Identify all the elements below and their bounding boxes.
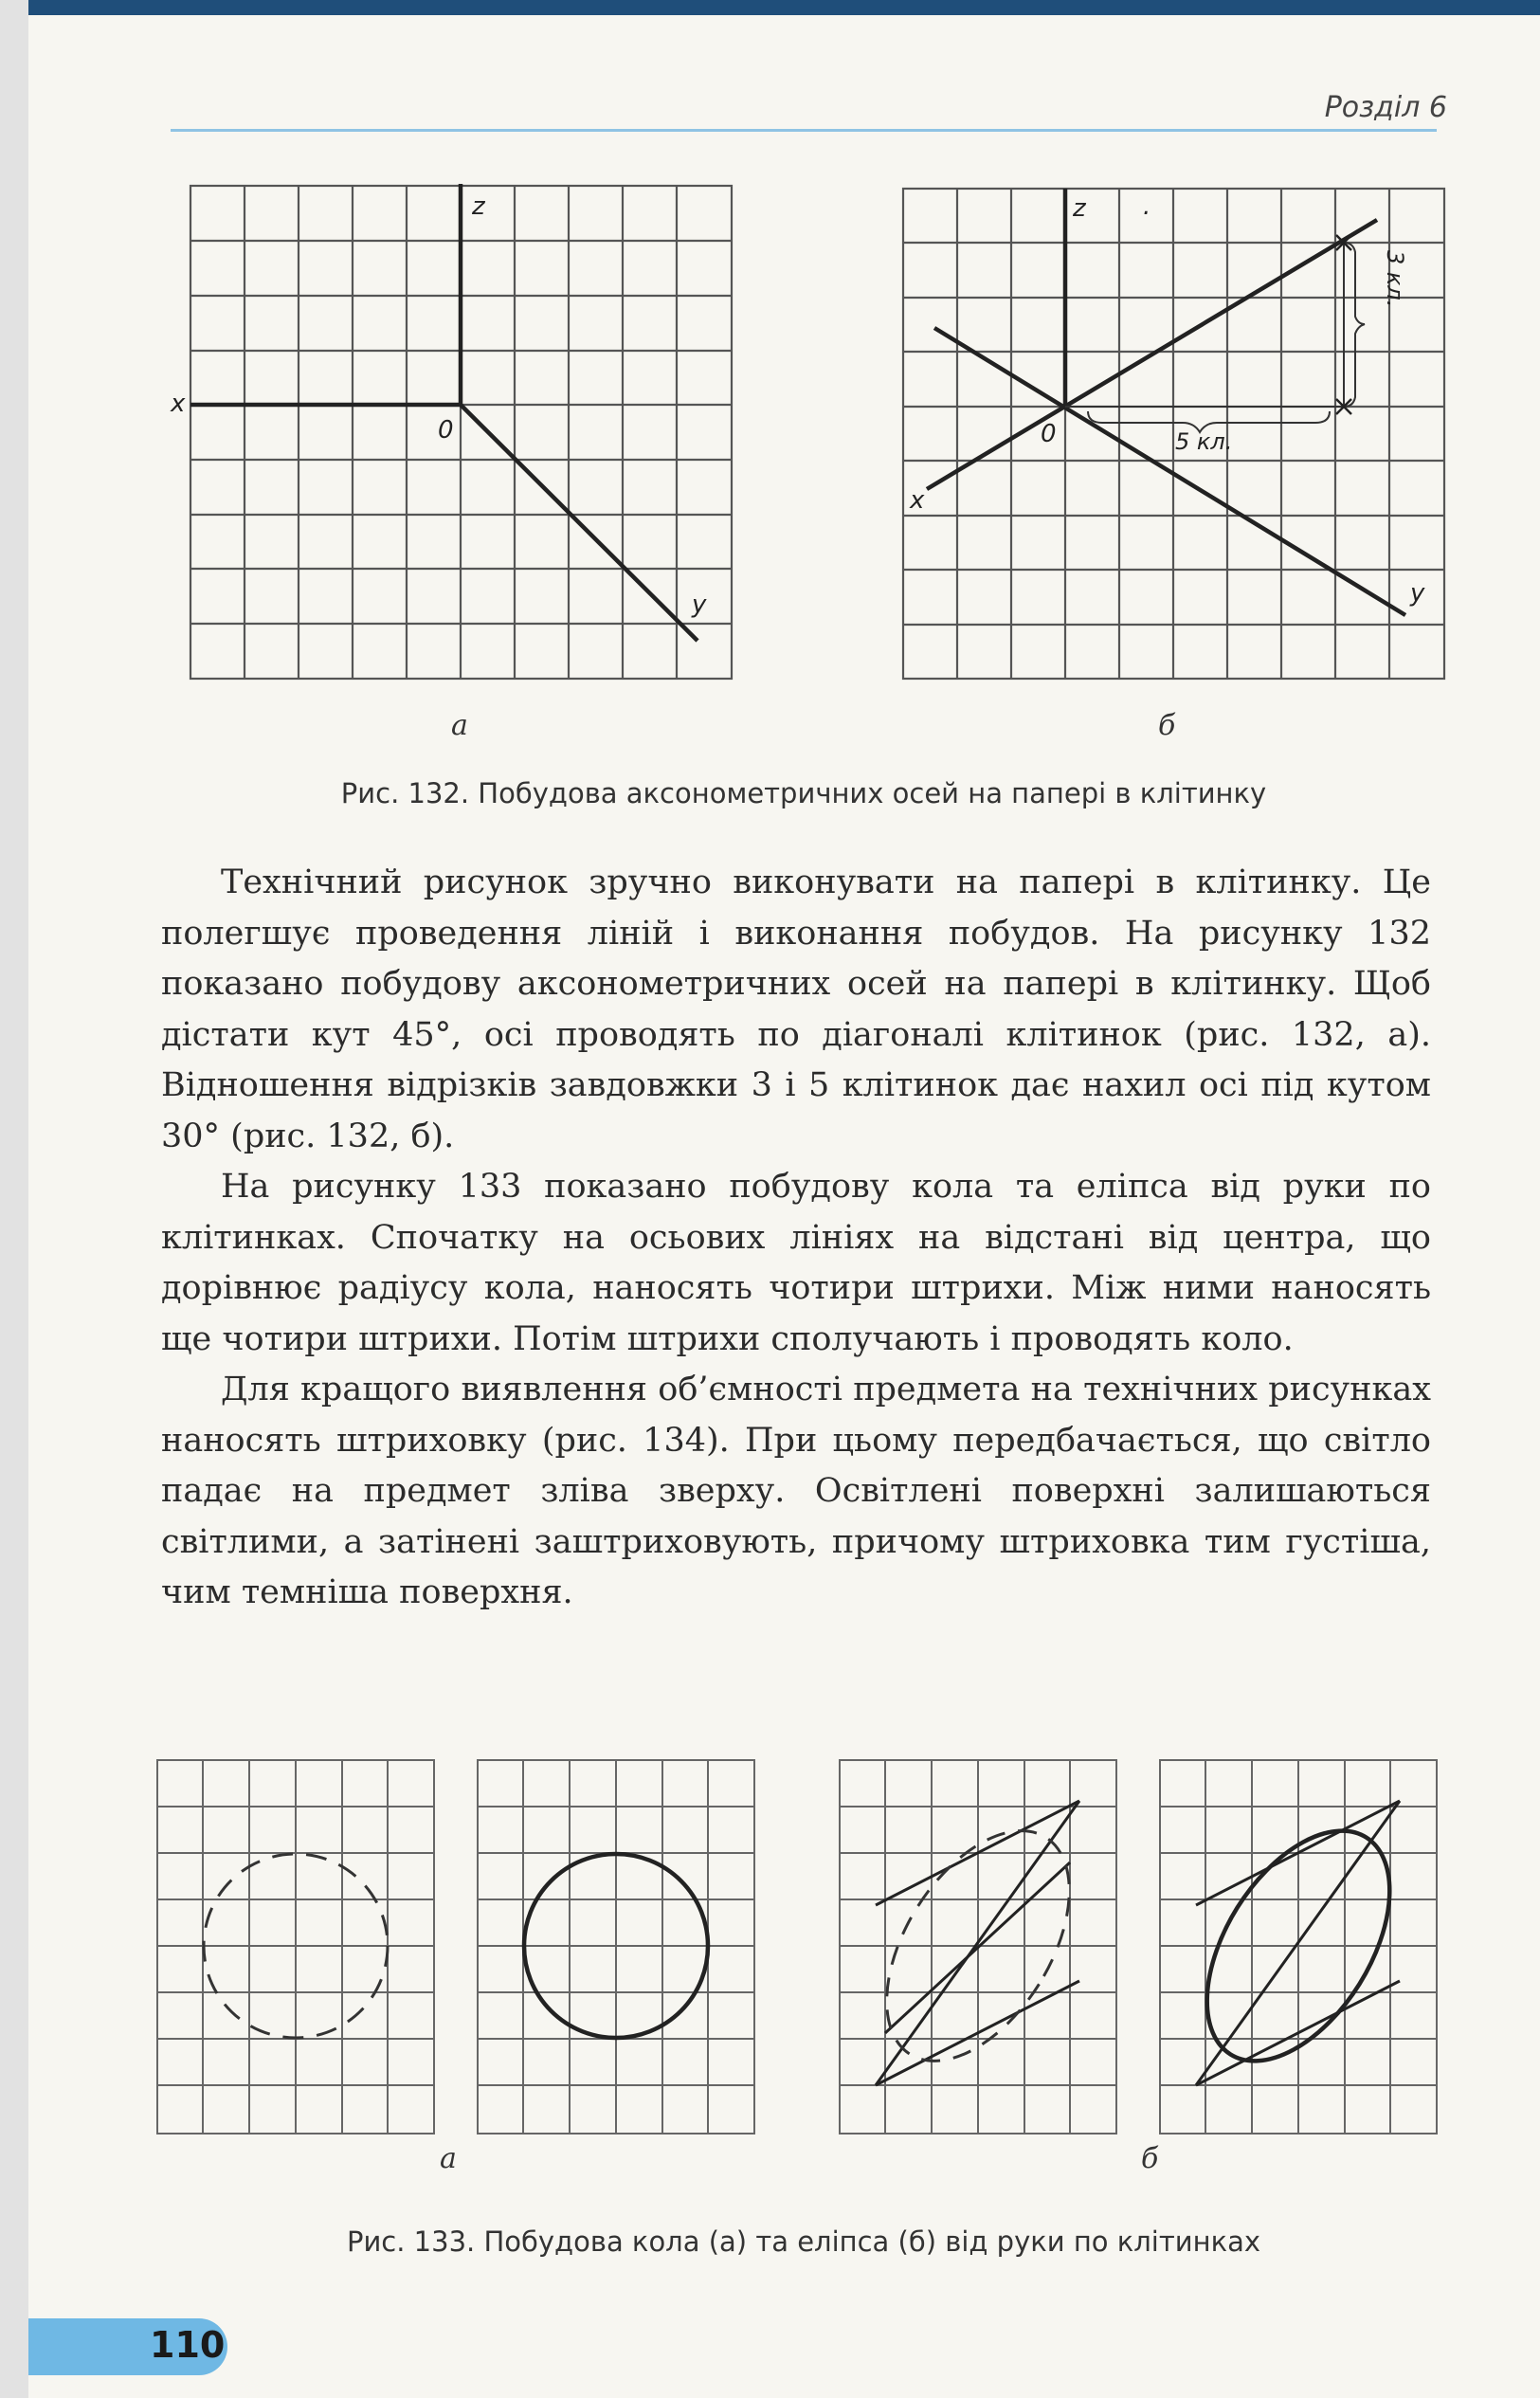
paragraph-2: На рисунку 133 показано побудову кола та еліпса від руки по клітинках. Спочатку на осьових лініях на відстані від центра, що дорівнює радіусу кола, наносять чотири штрихи. Між ними наносять ще чотири штрихи. Потім штрихи сполучають і проводять коло. [161, 1168, 1431, 1358]
paragraph-3: Для кращого виявлення об’ємності предмета на технічних рисунках наносять штриховку (рис. 134). При цьому передбачається, що світло падає на предмет зліва зверху. Освітлені поверхні залишаються світлими, а затінені заштриховують, причому штриховка тим густіша, чим темніша поверхня. [161, 1371, 1431, 1611]
figure-132-caption: Рис. 132. Побудова аксонометричних осей на папері в клітинку [340, 777, 1267, 809]
figure-132-b-letter: б [1158, 709, 1176, 742]
figure-133-circle-complete [476, 1758, 756, 2135]
label-o-132a: 0 [438, 416, 454, 445]
paragraph-1: Технічний рисунок зручно виконувати на папері в клітинку. Це полегшує проведення ліній і виконання побудов. На рисунку 132 показано побудову аксонометричних осей на папері в клітинку. Щоб дістати кут 45°, осі проводять по діагоналі клітинок (рис. 132, а). Відношення відрізків завдовжки 3 і 5 клітинок дає нахил осі під кутом 30° (рис. 132, б). [161, 863, 1431, 1155]
grid-132b [903, 189, 1444, 679]
page-number: 110 [150, 2324, 226, 2366]
axis-y-132a [461, 405, 698, 641]
figure-132-a-letter: а [451, 709, 468, 742]
figure-133-b-letter: б [1141, 2142, 1159, 2175]
label-x-132b: x [910, 486, 925, 515]
section-label: Розділ 6 [1324, 91, 1447, 124]
label-y-132a: y [692, 590, 707, 619]
label-3kl-132b: 3 кл. [1382, 250, 1408, 308]
figure-133-a-letter: а [440, 2142, 457, 2175]
figure-133-ellipse-complete [1158, 1758, 1439, 2135]
figure-133-circle-strokes [155, 1758, 436, 2135]
figure-133-ellipse-strokes [838, 1758, 1118, 2135]
axis-x-132b [927, 220, 1377, 489]
page-edge [0, 0, 28, 2398]
figure-133-caption: Рис. 133. Побудова кола (а) та еліпса (б) від руки по клітинках [346, 2225, 1261, 2258]
header-rule [171, 129, 1437, 132]
figure-132-a [171, 184, 741, 686]
label-x-132a: x [171, 390, 186, 418]
dimension-lines-132b [1065, 243, 1365, 432]
body-text [161, 858, 1431, 1619]
header-band [28, 0, 1540, 15]
label-o-132b: 0 [1041, 420, 1057, 448]
label-5kl-132b: 5 кл. [1175, 428, 1233, 455]
label-dot-132b: . [1143, 192, 1151, 221]
label-z-132a: z [472, 192, 485, 221]
figure-132-b [898, 184, 1454, 686]
label-z-132b: z [1073, 194, 1086, 223]
label-y-132b: y [1410, 579, 1425, 608]
